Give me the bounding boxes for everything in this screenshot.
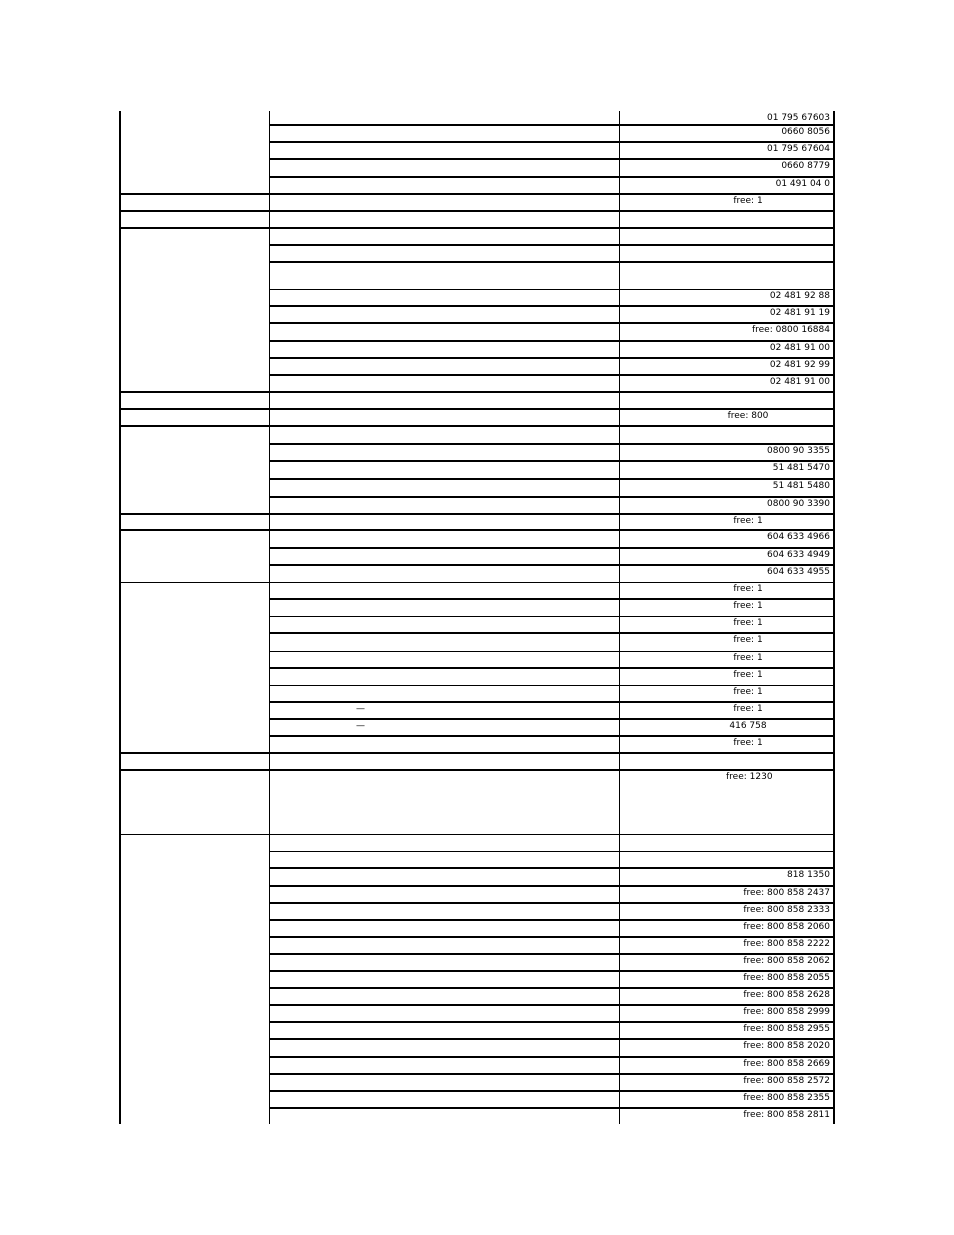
row-separator — [269, 564, 834, 566]
phone-number-cell: 02 481 92 99 — [769, 360, 830, 370]
table-left-border — [119, 111, 121, 1124]
row-separator — [269, 1021, 834, 1023]
row-separator — [269, 305, 834, 307]
group-separator — [120, 391, 834, 393]
group-separator — [120, 582, 834, 583]
row-separator — [269, 718, 834, 720]
phone-number-cell: free: 0800 16884 — [751, 325, 830, 335]
phone-number-cell: 0800 90 3355 — [767, 446, 830, 456]
phone-number-cell: 0800 90 3390 — [767, 499, 830, 509]
phone-number-cell: free: 800 858 2355 — [743, 1093, 830, 1103]
row-separator — [269, 460, 834, 462]
row-separator — [269, 374, 834, 376]
phone-number-cell: 01 795 67603 — [767, 113, 830, 123]
row-separator — [269, 124, 834, 126]
row-separator — [269, 1107, 834, 1109]
phone-number-cell: free: 1 — [733, 687, 763, 697]
phone-number-cell: 02 481 91 00 — [769, 377, 830, 387]
phone-number-cell: 01 491 04 0 — [775, 179, 830, 189]
row-separator — [269, 158, 834, 160]
phone-number-cell: free: 1 — [733, 516, 763, 526]
phone-number-cell: free: 800 858 2572 — [743, 1076, 830, 1086]
row-separator — [269, 261, 834, 263]
phone-number-cell: free: 800 — [727, 411, 769, 421]
group-separator — [120, 227, 834, 229]
table-cell-col2: — — [356, 704, 365, 714]
row-separator — [269, 953, 834, 955]
group-separator — [120, 513, 834, 515]
phone-number-cell: 604 633 4966 — [767, 532, 830, 542]
phone-number-cell: 0660 8779 — [781, 161, 830, 171]
row-separator — [269, 616, 834, 617]
row-separator — [269, 685, 834, 686]
row-separator — [269, 176, 834, 178]
group-separator — [120, 529, 834, 531]
row-separator — [269, 1056, 834, 1058]
row-separator — [269, 1004, 834, 1006]
row-separator — [269, 478, 834, 480]
row-separator — [269, 340, 834, 342]
phone-number-cell: 51 481 5470 — [772, 463, 830, 473]
row-separator — [269, 632, 834, 634]
phone-number-cell: 01 795 67604 — [767, 144, 830, 154]
group-separator — [120, 408, 834, 410]
row-separator — [269, 357, 834, 359]
row-separator — [269, 289, 834, 290]
phone-number-cell: free: 1 — [733, 618, 763, 628]
row-separator — [269, 443, 834, 445]
phone-number-cell: free: 800 858 2020 — [743, 1041, 830, 1051]
phone-number-cell: free: 800 858 2437 — [743, 888, 830, 898]
phone-number-cell: free: 1 — [733, 196, 763, 206]
row-separator — [269, 141, 834, 143]
row-separator — [269, 735, 834, 737]
row-separator — [269, 867, 834, 869]
phone-number-cell: free: 800 858 2060 — [743, 922, 830, 932]
phone-number-cell: free: 800 858 2628 — [743, 990, 830, 1000]
phone-number-cell: free: 800 858 2055 — [743, 973, 830, 983]
phone-number-cell: free: 1 — [733, 670, 763, 680]
row-separator — [269, 970, 834, 972]
row-separator — [269, 919, 834, 921]
row-separator — [269, 987, 834, 989]
row-separator — [269, 598, 834, 600]
row-separator — [269, 1073, 834, 1075]
group-separator — [120, 834, 834, 835]
row-separator — [269, 547, 834, 549]
row-separator — [269, 496, 834, 498]
phone-number-cell: free: 1230 — [726, 772, 773, 782]
phone-number-cell: free: 800 858 2811 — [743, 1110, 830, 1120]
phone-number-cell: 02 481 92 88 — [769, 291, 830, 301]
group-separator — [120, 769, 834, 771]
group-separator — [120, 210, 834, 212]
phone-number-cell: 0660 8056 — [781, 127, 830, 137]
row-separator — [269, 651, 834, 652]
row-separator — [269, 885, 834, 887]
phone-number-cell: free: 1 — [733, 584, 763, 594]
row-separator — [269, 701, 834, 703]
row-separator — [269, 667, 834, 669]
row-separator — [269, 244, 834, 246]
group-separator — [120, 425, 834, 427]
phone-number-cell: free: 1 — [733, 738, 763, 748]
phone-number-cell: free: 1 — [733, 653, 763, 663]
group-separator — [120, 752, 834, 754]
phone-number-cell: free: 800 858 2222 — [743, 939, 830, 949]
phone-number-cell: free: 1 — [733, 704, 763, 714]
phone-number-cell: 02 481 91 19 — [769, 308, 830, 318]
row-separator — [269, 322, 834, 324]
row-separator — [269, 1090, 834, 1092]
phone-number-cell: free: 800 858 2955 — [743, 1024, 830, 1034]
row-separator — [269, 851, 834, 852]
phone-number-cell: free: 800 858 2999 — [743, 1007, 830, 1017]
phone-number-cell: 51 481 5480 — [772, 481, 830, 491]
phone-number-cell: 604 633 4955 — [767, 567, 830, 577]
phone-number-cell: free: 1 — [733, 601, 763, 611]
phone-number-cell: 416 758 — [729, 721, 767, 731]
phone-number-cell: free: 800 858 2062 — [743, 956, 830, 966]
phone-number-cell: free: 1 — [733, 635, 763, 645]
table-cell-col2: — — [356, 721, 365, 731]
phone-number-cell: 604 633 4949 — [767, 550, 830, 560]
phone-number-cell: 818 1350 — [787, 870, 830, 880]
phone-number-cell: free: 800 858 2333 — [743, 905, 830, 915]
phone-number-cell: 02 481 91 00 — [769, 343, 830, 353]
row-separator — [269, 902, 834, 904]
group-separator — [120, 193, 834, 195]
row-separator — [269, 1038, 834, 1040]
phone-number-cell: free: 800 858 2669 — [743, 1059, 830, 1069]
row-separator — [269, 936, 834, 938]
